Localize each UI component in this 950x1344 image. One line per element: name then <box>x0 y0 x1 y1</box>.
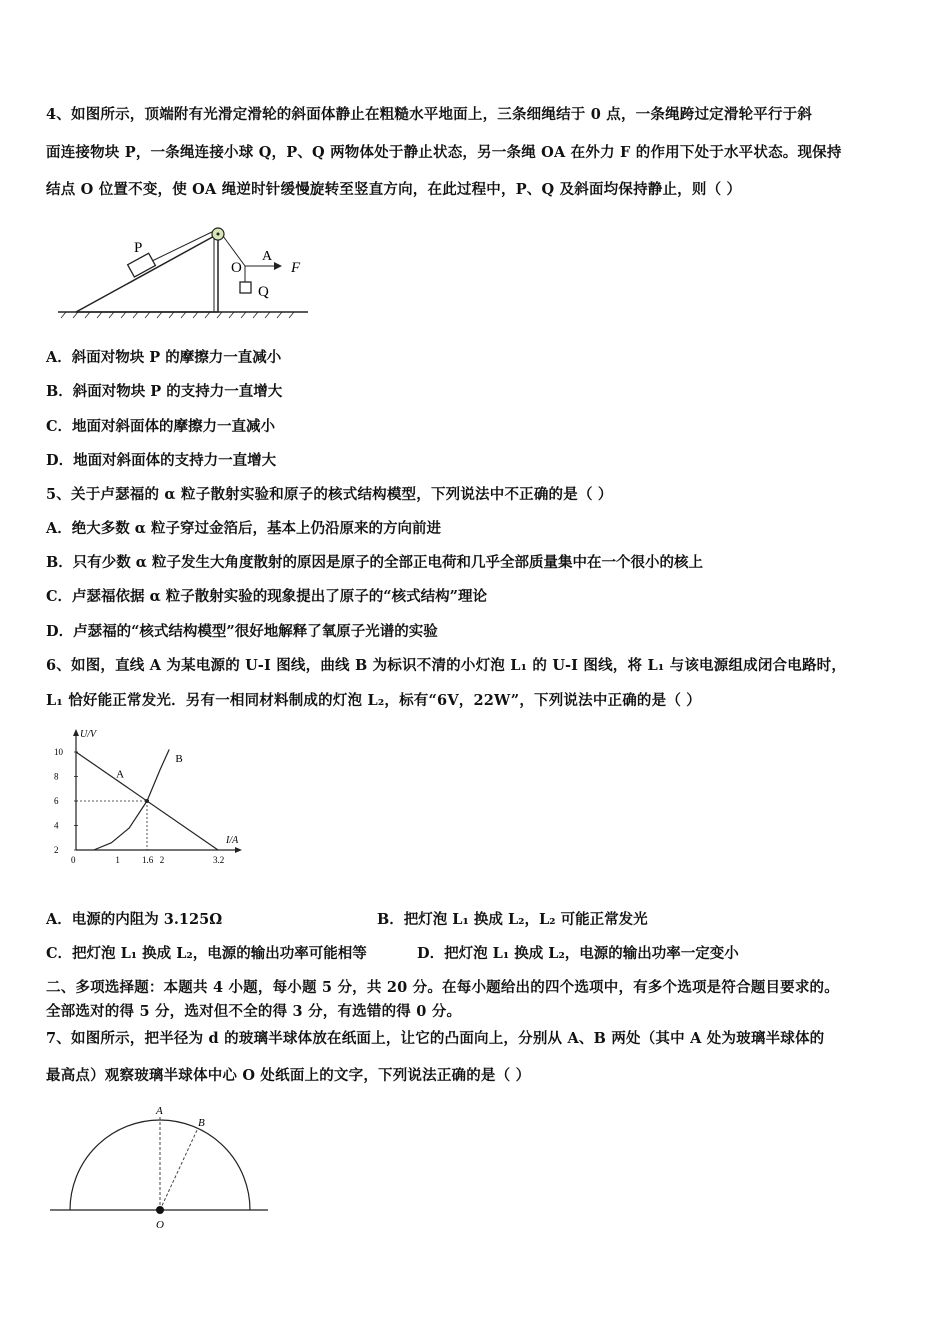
q5-option-d: D．卢瑟福的“核式结构模型”很好地解释了氧原子光谱的实验 <box>46 623 438 640</box>
label-b: B <box>198 1117 205 1129</box>
x-tick-label: 3.2 <box>213 855 225 865</box>
x-tick-label: 1.6 <box>142 855 154 865</box>
q7-stem-line-1: 7、如图所示，把半径为 d 的玻璃半球体放在纸面上，让它的凸面向上，分别从 A、B 两处（其中 A 处为玻璃半球体的 <box>46 1030 825 1047</box>
q4-stem-line-3: 结点 O 位置不变，使 OA 绳逆时针缓慢旋转至竖直方向，在此过程中，P、Q 及斜面均保持静止，则（ ） <box>46 181 742 198</box>
x-axis-label: I/A <box>226 835 239 846</box>
x-tick-label: 0 <box>71 855 76 865</box>
q6-option-c: C．把灯泡 L₁ 换成 L₂，电源的输出功率可能相等 <box>46 945 367 962</box>
series-b-curve <box>94 750 169 850</box>
label-q: Q <box>258 284 269 300</box>
q6-ui-chart <box>50 725 250 867</box>
q7-stem-line-2: 最高点）观察玻璃半球体中心 O 处纸面上的文字，下列说法正确的是（ ） <box>46 1067 531 1084</box>
q6-stem-line-2: L₁ 恰好能正常发光．另有一相同材料制成的灯泡 L₂，标有“6V，22W”，下列说法中正确的是（ ） <box>46 692 701 709</box>
label-o: O <box>231 260 242 276</box>
label-f: F <box>291 260 301 276</box>
q4-stem-line-1: 4、如图所示，顶端附有光滑定滑轮的斜面体静止在粗糙水平地面上，三条细绳结于 0 点，一条绳跨过定滑轮平行于斜 <box>46 106 813 123</box>
label-a: A <box>156 1105 163 1117</box>
q4-option-c: C．地面对斜面体的摩擦力一直减小 <box>46 418 276 435</box>
incline-body <box>76 234 218 312</box>
y-tick-label: 2 <box>54 845 59 855</box>
series-a-label: A <box>116 768 125 781</box>
y-tick-label: 10 <box>54 747 63 757</box>
section2-heading-line-1: 二、多项选择题：本题共 4 小题，每小题 5 分，共 20 分。在每小题给出的四个选项中，有多个选项是符合题目要求的。 <box>46 979 839 996</box>
label-o: O <box>156 1219 164 1231</box>
q5-option-a: A．绝大多数 α 粒子穿过金箔后，基本上仍沿原来的方向前进 <box>46 520 442 537</box>
q5-stem: 5、关于卢瑟福的 α 粒子散射实验和原子的核式结构模型，下列说法中不正确的是（ ） <box>46 486 613 503</box>
q4-option-d: D．地面对斜面体的支持力一直增大 <box>46 452 277 469</box>
q4-stem-line-2: 面连接物块 P，一条绳连接小球 Q，P、Q 两物体处于静止状态，另一条绳 OA 在外力 F 的作用下处于水平状态。现保持 <box>46 144 842 161</box>
q7-hemisphere-figure <box>50 1100 272 1235</box>
ball-q <box>240 282 251 293</box>
y-tick-label: 6 <box>54 796 59 806</box>
x-tick-label: 2 <box>159 855 165 865</box>
q6-option-b: B．把灯泡 L₁ 换成 L₂，L₂ 可能正常发光 <box>377 911 648 928</box>
q6-stem-line-1: 6、如图，直线 A 为某电源的 U-I 图线，曲线 B 为标识不清的小灯泡 L₁ 的 U-I 图线，将 L₁ 与该电源组成闭合电路时， <box>46 657 847 674</box>
q6-option-d: D．把灯泡 L₁ 换成 L₂，电源的输出功率一定变小 <box>417 945 739 962</box>
y-tick-label: 8 <box>54 771 59 782</box>
q4-option-a: A．斜面对物块 P 的摩擦力一直减小 <box>46 349 282 366</box>
q4-option-b: B．斜面对物块 P 的支持力一直增大 <box>46 383 283 400</box>
label-a: A <box>262 249 273 264</box>
section2-heading-line-2: 全部选对的得 5 分，选对但不全的得 3 分，有选错的得 0 分。 <box>46 1003 462 1020</box>
block-p <box>128 253 156 277</box>
label-p: P <box>134 240 143 256</box>
q6-option-a: A．电源的内阻为 3.125Ω <box>46 911 223 928</box>
y-axis-label: U/V <box>80 729 97 740</box>
y-tick-label: 4 <box>54 820 59 831</box>
series-b-label: B <box>175 753 183 765</box>
center-point-o <box>156 1206 164 1214</box>
q4-incline-figure <box>58 222 328 322</box>
x-tick-label: 1 <box>115 855 120 865</box>
q5-option-b: B．只有少数 α 粒子发生大角度散射的原因是原子的全部正电荷和几乎全部质量集中在一个很小的核上 <box>46 554 704 571</box>
q5-option-c: C．卢瑟福依据 α 粒子散射实验的现象提出了原子的“核式结构”理论 <box>46 588 487 605</box>
